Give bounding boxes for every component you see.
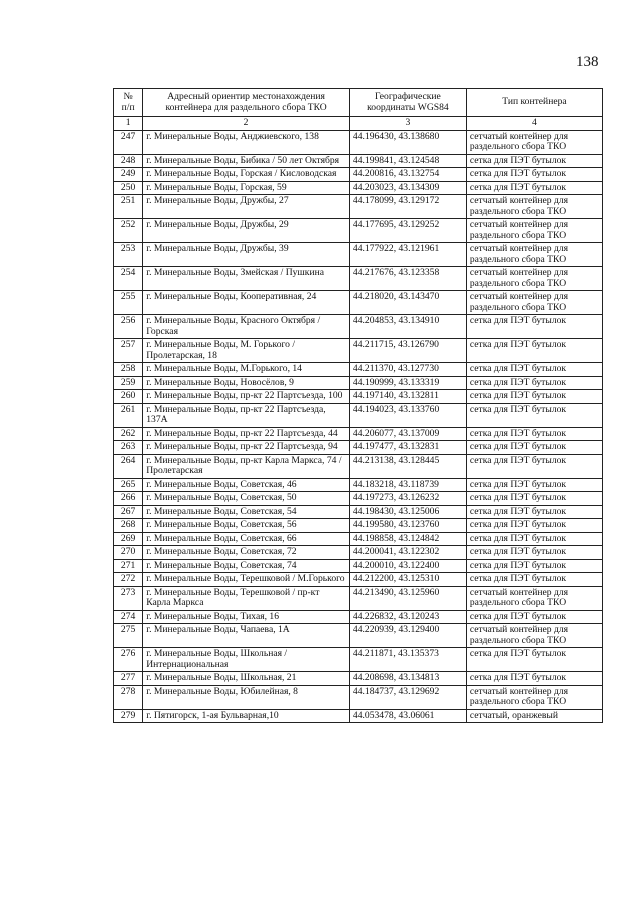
row-coordinates: 44.184737, 43.129692 [349, 685, 466, 709]
row-coordinates: 44.178099, 43.129172 [349, 195, 466, 219]
row-coordinates: 44.200041, 43.122302 [349, 546, 466, 560]
row-coordinates: 44.211871, 43.135373 [349, 648, 466, 672]
row-coordinates: 44.204853, 43.134910 [349, 315, 466, 339]
row-container-type: сетка для ПЭТ бутылок [466, 390, 602, 404]
row-container-type: сетка для ПЭТ бутылок [466, 376, 602, 390]
row-container-type: сетка для ПЭТ бутылок [466, 441, 602, 455]
row-container-type: сетка для ПЭТ бутылок [466, 672, 602, 686]
row-coordinates: 44.200816, 43.132754 [349, 168, 466, 182]
table-row [114, 573, 603, 587]
row-number: 269 [114, 532, 143, 546]
row-coordinates: 44.213490, 43.125960 [349, 586, 466, 610]
row-container-type: сетка для ПЭТ бутылок [466, 648, 602, 672]
row-number: 271 [114, 559, 143, 573]
row-number: 262 [114, 427, 143, 441]
row-coordinates: 44.200010, 43.122400 [349, 559, 466, 573]
header-address: Адресный ориентир местонахождения контейнера для раздельного сбора ТКО [143, 89, 350, 117]
row-address: г. Минеральные Воды, М. Горького / Пролетарская, 18 [143, 339, 350, 363]
row-container-type: сетчатый контейнер для раздельного сбора ТКО [466, 130, 602, 154]
row-container-type: сетчатый контейнер для раздельного сбора ТКО [466, 195, 602, 219]
row-number: 261 [114, 403, 143, 427]
row-address: г. Пятигорск, 1-ая Бульварная,10 [143, 709, 350, 723]
row-coordinates: 44.197273, 43.126232 [349, 492, 466, 506]
row-container-type: сетка для ПЭТ бутылок [466, 427, 602, 441]
row-coordinates: 44.197477, 43.132831 [349, 441, 466, 455]
row-coordinates: 44.196430, 43.138680 [349, 130, 466, 154]
column-index: 3 [349, 117, 466, 131]
row-number: 279 [114, 709, 143, 723]
row-address: г. Минеральные Воды, Кооперативная, 24 [143, 291, 350, 315]
row-container-type: сетка для ПЭТ бутылок [466, 154, 602, 168]
row-container-type: сетка для ПЭТ бутылок [466, 478, 602, 492]
table-row [114, 195, 603, 219]
table-row [114, 315, 603, 339]
row-address: г. Минеральные Воды, Красного Октября / Горская [143, 315, 350, 339]
row-address: г. Минеральные Воды, Юбилейная, 8 [143, 685, 350, 709]
row-coordinates: 44.218020, 43.143470 [349, 291, 466, 315]
row-address: г. Минеральные Воды, Дружбы, 27 [143, 195, 350, 219]
row-container-type: сетка для ПЭТ бутылок [466, 492, 602, 506]
row-address: г. Минеральные Воды, Чапаева, 1А [143, 624, 350, 648]
row-address: г. Минеральные Воды, Советская, 74 [143, 559, 350, 573]
table-row [114, 685, 603, 709]
table-row [114, 154, 603, 168]
row-address: г. Минеральные Воды, Горская, 59 [143, 181, 350, 195]
row-address: г. Минеральные Воды, Советская, 54 [143, 505, 350, 519]
container-registry-table [113, 88, 603, 723]
row-container-type: сетка для ПЭТ бутылок [466, 454, 602, 478]
row-container-type: сетка для ПЭТ бутылок [466, 505, 602, 519]
row-coordinates: 44.211370, 43.127730 [349, 363, 466, 377]
row-coordinates: 44.199580, 43.123760 [349, 519, 466, 533]
row-number: 254 [114, 267, 143, 291]
row-address: г. Минеральные Воды, Новосёлов, 9 [143, 376, 350, 390]
row-number: 257 [114, 339, 143, 363]
row-coordinates: 44.198430, 43.125006 [349, 505, 466, 519]
row-address: г. Минеральные Воды, Дружбы, 29 [143, 219, 350, 243]
table-row [114, 532, 603, 546]
table-row [114, 168, 603, 182]
row-number: 268 [114, 519, 143, 533]
table-row [114, 672, 603, 686]
row-coordinates: 44.053478, 43.06061 [349, 709, 466, 723]
row-container-type: сетчатый контейнер для раздельного сбора ТКО [466, 243, 602, 267]
row-coordinates: 44.199841, 43.124548 [349, 154, 466, 168]
table-row [114, 492, 603, 506]
column-index: 4 [466, 117, 602, 131]
table-row [114, 478, 603, 492]
table-row [114, 219, 603, 243]
row-coordinates: 44.177695, 43.129252 [349, 219, 466, 243]
row-number: 253 [114, 243, 143, 267]
table-row [114, 339, 603, 363]
row-container-type: сетка для ПЭТ бутылок [466, 559, 602, 573]
table-row [114, 181, 603, 195]
table-row [114, 546, 603, 560]
table-row [114, 130, 603, 154]
row-number: 251 [114, 195, 143, 219]
row-address: г. Минеральные Воды, Анджиевского, 138 [143, 130, 350, 154]
column-index: 2 [143, 117, 350, 131]
table-row [114, 505, 603, 519]
row-number: 276 [114, 648, 143, 672]
row-container-type: сетка для ПЭТ бутылок [466, 573, 602, 587]
row-address: г. Минеральные Воды, Змейская / Пушкина [143, 267, 350, 291]
row-coordinates: 44.198858, 43.124842 [349, 532, 466, 546]
header-geo: Географические координаты WGS84 [349, 89, 466, 117]
row-address: г. Минеральные Воды, Тихая, 16 [143, 610, 350, 624]
table-row [114, 363, 603, 377]
row-coordinates: 44.208698, 43.134813 [349, 672, 466, 686]
row-coordinates: 44.177922, 43.121961 [349, 243, 466, 267]
row-address: г. Минеральные Воды, пр-кт Карла Маркса, 74 / Пролетарская [143, 454, 350, 478]
table-row [114, 648, 603, 672]
row-number: 249 [114, 168, 143, 182]
row-coordinates: 44.220939, 43.129400 [349, 624, 466, 648]
row-number: 263 [114, 441, 143, 455]
row-coordinates: 44.197140, 43.132811 [349, 390, 466, 404]
row-number: 256 [114, 315, 143, 339]
row-number: 273 [114, 586, 143, 610]
row-container-type: сетчатый контейнер для раздельного сбора ТКО [466, 219, 602, 243]
table-header-row [114, 89, 603, 117]
row-coordinates: 44.217676, 43.123358 [349, 267, 466, 291]
row-address: г. Минеральные Воды, Терешковой / М.Горького [143, 573, 350, 587]
header-num: № п/п [114, 89, 143, 117]
row-number: 247 [114, 130, 143, 154]
page-number: 138 [576, 54, 599, 70]
table-row [114, 441, 603, 455]
table-body [114, 130, 603, 723]
row-coordinates: 44.226832, 43.120243 [349, 610, 466, 624]
row-number: 272 [114, 573, 143, 587]
row-address: г. Минеральные Воды, М.Горького, 14 [143, 363, 350, 377]
row-address: г. Минеральные Воды, Горская / Кисловодская [143, 168, 350, 182]
row-number: 270 [114, 546, 143, 560]
table-row [114, 709, 603, 723]
table-row [114, 610, 603, 624]
row-coordinates: 44.203023, 43.134309 [349, 181, 466, 195]
row-coordinates: 44.194023, 43.133760 [349, 403, 466, 427]
row-coordinates: 44.206077, 43.137009 [349, 427, 466, 441]
table-row [114, 390, 603, 404]
table-row [114, 624, 603, 648]
table-row [114, 243, 603, 267]
row-number: 250 [114, 181, 143, 195]
row-container-type: сетка для ПЭТ бутылок [466, 403, 602, 427]
row-number: 259 [114, 376, 143, 390]
table-row [114, 291, 603, 315]
row-address: г. Минеральные Воды, пр-кт 22 Партсъезда, 94 [143, 441, 350, 455]
row-number: 275 [114, 624, 143, 648]
row-address: г. Минеральные Воды, Бибика / 50 лет Октября [143, 154, 350, 168]
row-container-type: сетчатый контейнер для раздельного сбора ТКО [466, 291, 602, 315]
row-address: г. Минеральные Воды, Советская, 72 [143, 546, 350, 560]
row-container-type: сетка для ПЭТ бутылок [466, 610, 602, 624]
row-number: 255 [114, 291, 143, 315]
row-address: г. Минеральные Воды, Дружбы, 39 [143, 243, 350, 267]
column-index-row [114, 117, 603, 131]
row-address: г. Минеральные Воды, пр-кт 22 Партсъезда, 137А [143, 403, 350, 427]
row-container-type: сетка для ПЭТ бутылок [466, 519, 602, 533]
row-number: 252 [114, 219, 143, 243]
row-coordinates: 44.190999, 43.133319 [349, 376, 466, 390]
row-container-type: сетка для ПЭТ бутылок [466, 315, 602, 339]
table-row [114, 519, 603, 533]
row-number: 248 [114, 154, 143, 168]
row-number: 274 [114, 610, 143, 624]
row-coordinates: 44.211715, 43.126790 [349, 339, 466, 363]
table-row [114, 267, 603, 291]
table-row [114, 559, 603, 573]
row-address: г. Минеральные Воды, Советская, 56 [143, 519, 350, 533]
row-number: 266 [114, 492, 143, 506]
row-coordinates: 44.213138, 43.128445 [349, 454, 466, 478]
row-address: г. Минеральные Воды, Советская, 66 [143, 532, 350, 546]
row-container-type: сетка для ПЭТ бутылок [466, 181, 602, 195]
table-row [114, 454, 603, 478]
row-number: 277 [114, 672, 143, 686]
row-coordinates: 44.183218, 43.118739 [349, 478, 466, 492]
row-address: г. Минеральные Воды, пр-кт 22 Партсъезда, 100 [143, 390, 350, 404]
table-row [114, 403, 603, 427]
row-container-type: сетчатый контейнер для раздельного сбора ТКО [466, 624, 602, 648]
row-coordinates: 44.212200, 43.125310 [349, 573, 466, 587]
row-address: г. Минеральные Воды, Школьная / Интернациональная [143, 648, 350, 672]
row-container-type: сетка для ПЭТ бутылок [466, 363, 602, 377]
row-container-type: сетка для ПЭТ бутылок [466, 168, 602, 182]
row-address: г. Минеральные Воды, Советская, 50 [143, 492, 350, 506]
row-number: 264 [114, 454, 143, 478]
row-number: 258 [114, 363, 143, 377]
row-container-type: сетка для ПЭТ бутылок [466, 532, 602, 546]
header-type: Тип контейнера [466, 89, 602, 117]
table-row [114, 376, 603, 390]
row-number: 278 [114, 685, 143, 709]
row-container-type: сетчатый контейнер для раздельного сбора ТКО [466, 586, 602, 610]
row-address: г. Минеральные Воды, пр-кт 22 Партсъезда, 44 [143, 427, 350, 441]
row-address: г. Минеральные Воды, Терешковой / пр-кт Карла Маркса [143, 586, 350, 610]
row-container-type: сетчатый контейнер для раздельного сбора ТКО [466, 685, 602, 709]
column-index: 1 [114, 117, 143, 131]
row-address: г. Минеральные Воды, Советская, 46 [143, 478, 350, 492]
table-row [114, 427, 603, 441]
row-container-type: сетка для ПЭТ бутылок [466, 339, 602, 363]
row-container-type: сетчатый, оранжевый [466, 709, 602, 723]
table-row [114, 586, 603, 610]
row-number: 267 [114, 505, 143, 519]
row-address: г. Минеральные Воды, Школьная, 21 [143, 672, 350, 686]
row-container-type: сетка для ПЭТ бутылок [466, 546, 602, 560]
row-container-type: сетчатый контейнер для раздельного сбора ТКО [466, 267, 602, 291]
row-number: 265 [114, 478, 143, 492]
row-number: 260 [114, 390, 143, 404]
